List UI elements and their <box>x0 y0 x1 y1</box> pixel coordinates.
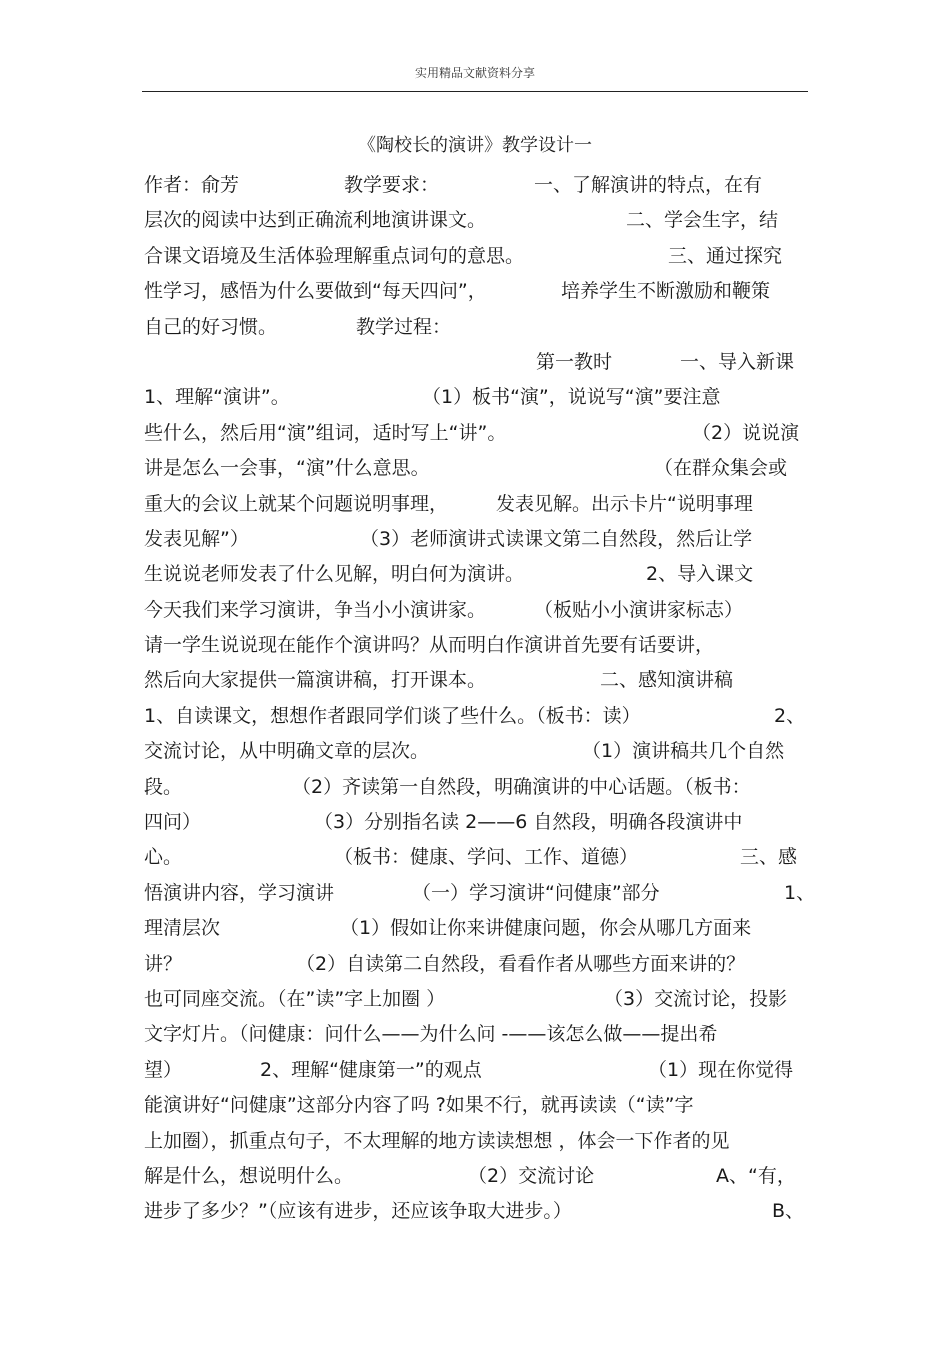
text-segment: 今天我们来学习演讲，争当小小演讲家。 <box>144 598 487 621</box>
text-segment: （3）老师演讲式读课文第二自然段，然后让学 <box>360 527 753 550</box>
text-segment: 段。 <box>144 775 183 798</box>
text-line <box>144 701 806 736</box>
text-line <box>144 1161 806 1196</box>
text-segment: 解是什么，想说明什么。 <box>144 1164 354 1187</box>
text-segment: 二、学会生字，结 <box>626 209 779 232</box>
text-segment: 请一学生说说现在能作个演讲吗？从而明白作演讲首先要有话要讲， <box>144 634 715 657</box>
text-line <box>144 559 806 594</box>
text-line <box>144 312 806 347</box>
text-segment: 也可同座交流。（在”读”字上加圈 ） <box>144 987 446 1010</box>
text-segment: 性学习，感悟为什么要做到“每天四问”， <box>144 280 487 303</box>
text-line <box>144 524 806 559</box>
text-segment: 文字灯片。（问健康：问什么——为什么问 -——该怎么做——提出希 <box>144 1023 718 1046</box>
text-line <box>144 1196 806 1231</box>
text-line <box>144 807 806 842</box>
text-segment: 生说说老师发表了什么见解，明白何为演讲。 <box>144 563 525 586</box>
text-line <box>144 736 806 771</box>
text-line <box>144 489 806 524</box>
text-segment: 教学过程： <box>356 315 452 338</box>
document-body <box>144 170 816 1232</box>
text-segment: 作者：俞芳 <box>144 174 240 196</box>
text-line <box>144 842 806 877</box>
text-segment: （3）分别指名读 2——6 自然段，明确各段演讲中 <box>314 811 743 834</box>
text-line <box>144 418 806 453</box>
text-segment: 2、 <box>774 704 806 727</box>
document-title: 《陶校长的演讲》教学设计一 <box>358 135 592 156</box>
text-line <box>144 1055 806 1090</box>
text-segment: 合课文语境及生活体验理解重点词句的意思。 <box>144 244 525 267</box>
text-segment: 三、通过探究 <box>668 244 783 267</box>
text-line <box>144 241 806 276</box>
text-line <box>144 772 806 807</box>
text-segment: 第一教时 <box>536 350 613 373</box>
text-segment: （3）交流讨论，投影 <box>604 987 788 1010</box>
text-segment: 2、导入课文 <box>646 563 754 586</box>
text-segment: 1、理解“演讲”。 <box>144 386 290 409</box>
text-segment: 悟演讲内容，学习演讲 <box>144 881 335 904</box>
text-segment: （在群众集会或 <box>654 457 788 480</box>
text-segment: （板贴小小演讲家标志） <box>534 598 744 621</box>
text-segment: 三、感 <box>740 846 798 869</box>
text-segment: （2）齐读第一自然段，明确演讲的中心话题。（板书： <box>292 775 751 798</box>
text-line <box>144 347 806 382</box>
text-segment: 心。 <box>144 846 183 869</box>
text-segment: （1）演讲稿共几个自然 <box>582 740 785 763</box>
text-segment: 二、感知演讲稿 <box>600 669 734 692</box>
text-segment: 一、导入新课 <box>680 350 795 373</box>
text-line <box>144 630 806 665</box>
text-line <box>144 453 806 488</box>
text-segment: 发表见解”） <box>144 527 249 550</box>
text-segment: （2）自读第二自然段，看看作者从哪些方面来讲的？ <box>296 952 746 975</box>
header-divider <box>142 91 808 92</box>
text-segment: 层次的阅读中达到正确流利地演讲课文。 <box>144 209 487 232</box>
text-line <box>144 595 806 630</box>
text-line <box>144 205 806 240</box>
text-segment: 发表见解。出示卡片“说明事理 <box>496 492 753 515</box>
text-segment: （1）板书“演”，说说写“演”要注意 <box>422 386 721 409</box>
text-line <box>144 984 806 1019</box>
text-line <box>144 382 806 417</box>
page-header: 实用精品文献资料分享 <box>414 66 535 80</box>
text-segment: （1）假如让你来讲健康问题，你会从哪几方面来 <box>340 917 752 940</box>
text-line <box>144 1090 806 1125</box>
text-line <box>144 949 806 984</box>
text-segment: （板书：健康、学问、工作、道德） <box>334 846 639 869</box>
text-line <box>144 1019 806 1054</box>
text-segment: 望） <box>144 1058 183 1081</box>
text-segment: 讲？ <box>144 952 183 975</box>
text-segment: 上加圈），抓重点句子，不太理解的地方读读想想 ，体会一下作者的见 <box>144 1129 730 1152</box>
text-segment: 1、自读课文，想想作者跟同学们谈了些什么。（板书：读） <box>144 704 641 727</box>
text-segment: B、 <box>772 1200 805 1223</box>
text-segment: 1、 <box>784 881 816 904</box>
text-segment: 重大的会议上就某个问题说明事理， <box>144 492 449 515</box>
text-line <box>144 665 806 700</box>
text-line <box>144 276 806 311</box>
text-segment: 一、了解演讲的特点，在有 <box>534 174 763 196</box>
text-segment: （2）说说演 <box>692 421 800 444</box>
text-segment: 进步了多少？”（应该有进步，还应该争取大进步。） <box>144 1200 572 1223</box>
text-segment: （2）交流讨论 <box>468 1164 595 1187</box>
text-segment: 讲是怎么一会事，“演”什么意思。 <box>144 457 430 480</box>
text-segment: A、“有， <box>716 1164 796 1187</box>
text-segment: 然后向大家提供一篇演讲稿，打开课本。 <box>144 669 487 692</box>
text-segment: 四问） <box>144 811 202 834</box>
text-segment: 理清层次 <box>144 917 221 940</box>
text-segment: 些什么，然后用“演”组词，适时写上“讲”。 <box>144 421 507 444</box>
text-segment: 交流讨论，从中明确文章的层次。 <box>144 740 430 763</box>
text-segment: 2、理解“健康第一”的观点 <box>260 1058 482 1081</box>
text-segment: （一）学习演讲“问健康”部分 <box>412 881 660 904</box>
text-segment: （1）现在你觉得 <box>648 1058 794 1081</box>
text-line <box>144 878 816 913</box>
text-segment: 培养学生不断激励和鞭策 <box>561 280 771 303</box>
text-segment: 教学要求： <box>344 174 440 196</box>
text-line <box>144 913 806 948</box>
text-line <box>144 1126 806 1161</box>
text-line <box>144 170 806 205</box>
text-segment: 能演讲好“问健康”这部分内容了吗 ?如果不行，就再读读（“读”字 <box>144 1094 694 1117</box>
text-segment: 自己的好习惯。 <box>144 315 278 338</box>
